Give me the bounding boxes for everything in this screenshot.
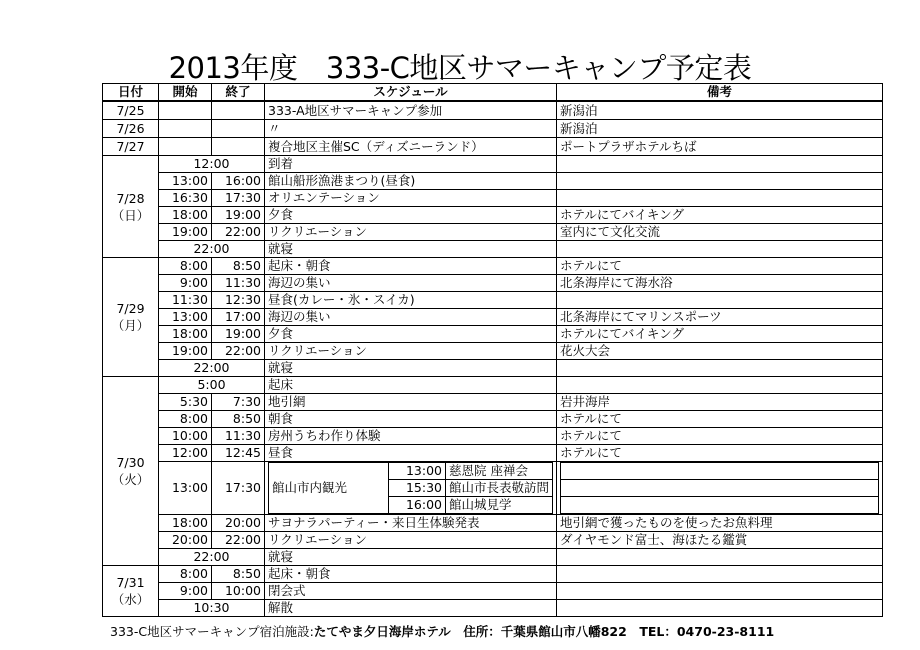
- schedule-cell: 海辺の集い: [265, 309, 557, 326]
- start-time-cell: 22:00: [159, 549, 265, 566]
- start-time-cell: 19:00: [159, 224, 212, 241]
- schedule-cell: 昼食(カレー・氷・スイカ): [265, 292, 557, 309]
- start-time-cell: 22:00: [159, 360, 265, 377]
- table-row: [103, 600, 883, 617]
- start-time-cell: 8:00: [159, 411, 212, 428]
- schedule-cell: 夕食: [265, 207, 557, 224]
- footer-hotel: たてやま夕日海岸ホテル: [313, 624, 451, 639]
- start-time-cell: 19:00: [159, 343, 212, 360]
- note-cell: ホテルにて: [557, 258, 883, 275]
- schedule-cell: サヨナラパーティー・来日生体験発表: [265, 515, 557, 532]
- note-cell: 北条海岸にてマリンスポーツ: [557, 309, 883, 326]
- schedule-cell: 333-A地区サマーキャンプ参加: [265, 101, 557, 120]
- note-cell: 新潟泊: [557, 101, 883, 120]
- start-time-cell: 12:00: [159, 156, 265, 173]
- footer: [110, 624, 774, 640]
- weekday-label: （月）: [111, 318, 150, 333]
- end-time-cell: [212, 120, 265, 138]
- table-row: [103, 292, 883, 309]
- note-cell: [557, 190, 883, 207]
- header-end: 終了: [212, 84, 265, 102]
- schedule-cell: リクリエーション: [265, 224, 557, 241]
- note-cell: ホテルにてバイキング: [557, 207, 883, 224]
- start-time-cell: [159, 138, 212, 156]
- date-cell: 7/26: [103, 120, 159, 138]
- footer-label: 333-C地区サマーキャンプ宿泊施設:: [110, 624, 314, 639]
- table-row: [103, 394, 883, 411]
- weekday-label: （火）: [111, 472, 150, 487]
- schedule-cell: 就寝: [265, 549, 557, 566]
- note-cell: ホテルにてバイキング: [557, 326, 883, 343]
- end-time-cell: 19:00: [212, 207, 265, 224]
- header-start: 開始: [159, 84, 212, 102]
- end-time-cell: 8:50: [212, 411, 265, 428]
- start-time-cell: 10:00: [159, 428, 212, 445]
- schedule-cell: 起床・朝食: [265, 258, 557, 275]
- end-time-cell: 11:30: [212, 275, 265, 292]
- table-row: [103, 566, 883, 583]
- schedule-cell: 地引網: [265, 394, 557, 411]
- start-time-cell: 9:00: [159, 583, 212, 600]
- end-time-cell: 22:00: [212, 532, 265, 549]
- table-row: [103, 515, 883, 532]
- table-row: [103, 326, 883, 343]
- schedule-cell: 閉会式: [265, 583, 557, 600]
- start-time-cell: 8:00: [159, 258, 212, 275]
- table-row: [103, 101, 883, 120]
- note-cell: 岩井海岸: [557, 394, 883, 411]
- note-cell: 地引網で獲ったものを使ったお魚料理: [557, 515, 883, 532]
- schedule-cell: 到着: [265, 156, 557, 173]
- note-cell: ホテルにて: [557, 428, 883, 445]
- tour-sub-time: 15:30: [388, 480, 445, 497]
- note-cell: [557, 360, 883, 377]
- end-time-cell: 8:50: [212, 566, 265, 583]
- end-time-cell: [212, 101, 265, 120]
- tour-note-subtable: [560, 462, 879, 514]
- date-cell: [103, 377, 159, 566]
- note-cell: ポートプラザホテルちば: [557, 138, 883, 156]
- table-row: [103, 120, 883, 138]
- start-time-cell: 10:30: [159, 600, 265, 617]
- schedule-cell: オリエンテーション: [265, 190, 557, 207]
- note-cell: [557, 600, 883, 617]
- table-row: [103, 173, 883, 190]
- end-time-cell: 7:30: [212, 394, 265, 411]
- tour-row: [103, 462, 883, 515]
- weekday-label: （日）: [111, 207, 150, 223]
- start-time-cell: 13:00: [159, 173, 212, 190]
- table-row: [103, 207, 883, 224]
- table-row: [103, 583, 883, 600]
- end-time-cell: 12:30: [212, 292, 265, 309]
- start-time-cell: 18:00: [159, 326, 212, 343]
- tour-note-row: [561, 497, 879, 514]
- table-row: [103, 156, 883, 173]
- schedule-cell: 解散: [265, 600, 557, 617]
- start-time-cell: 13:00: [159, 462, 212, 515]
- table-row: [103, 224, 883, 241]
- end-time-cell: 17:30: [212, 190, 265, 207]
- table-row: [103, 445, 883, 462]
- end-time-cell: 17:30: [212, 462, 265, 515]
- tour-sub-time: 13:00: [388, 463, 445, 480]
- weekday-label: （水）: [111, 592, 150, 607]
- note-cell: [561, 497, 879, 514]
- note-cell: [557, 549, 883, 566]
- tour-sub-name: 館山市長表敬訪問: [445, 480, 552, 497]
- end-time-cell: [212, 138, 265, 156]
- footer-address: 住所：千葉県館山市八幡822: [463, 624, 627, 639]
- date-cell: [103, 156, 159, 258]
- start-time-cell: 8:00: [159, 566, 212, 583]
- schedule-cell: リクリエーション: [265, 532, 557, 549]
- date-cell: [103, 566, 159, 617]
- schedule-cell: 昼食: [265, 445, 557, 462]
- date-label: 7/30: [116, 455, 145, 470]
- table-row: [103, 360, 883, 377]
- note-cell: 新潟泊: [557, 120, 883, 138]
- table-row: [103, 190, 883, 207]
- table-row: [103, 309, 883, 326]
- start-time-cell: 16:30: [159, 190, 212, 207]
- end-time-cell: 8:50: [212, 258, 265, 275]
- header-note: 備考: [557, 84, 883, 102]
- end-time-cell: 20:00: [212, 515, 265, 532]
- start-time-cell: [159, 101, 212, 120]
- date-label: 7/28: [116, 190, 145, 206]
- tour-name: 館山市内観光: [269, 463, 389, 514]
- page-title: 2013年度 333-C地区サマーキャンプ予定表: [168, 51, 752, 85]
- tour-subtable: [268, 462, 553, 514]
- schedule-cell: 就寝: [265, 241, 557, 258]
- header-schedule: スケジュール: [265, 84, 557, 102]
- table-row: [103, 428, 883, 445]
- note-cell: [557, 156, 883, 173]
- date-cell: [103, 258, 159, 377]
- start-time-cell: [159, 120, 212, 138]
- start-time-cell: 11:30: [159, 292, 212, 309]
- schedule-cell: 〃: [265, 120, 557, 138]
- table-row: [103, 138, 883, 156]
- tour-note-row: [561, 480, 879, 497]
- end-time-cell: 11:30: [212, 428, 265, 445]
- schedule-cell: 朝食: [265, 411, 557, 428]
- header-date: 日付: [103, 84, 159, 102]
- note-cell: [557, 377, 883, 394]
- schedule-cell: リクリエーション: [265, 343, 557, 360]
- note-cell: [557, 462, 883, 515]
- tour-sub-name: 慈恩院 座禅会: [445, 463, 552, 480]
- schedule-cell: [265, 462, 557, 515]
- end-time-cell: 16:00: [212, 173, 265, 190]
- note-cell: [557, 583, 883, 600]
- end-time-cell: 22:00: [212, 224, 265, 241]
- schedule-cell: 海辺の集い: [265, 275, 557, 292]
- schedule-body: [103, 101, 883, 617]
- schedule-cell: 館山船形漁港まつり(昼食): [265, 173, 557, 190]
- start-time-cell: 20:00: [159, 532, 212, 549]
- end-time-cell: 17:00: [212, 309, 265, 326]
- date-cell: 7/25: [103, 101, 159, 120]
- start-time-cell: 18:00: [159, 207, 212, 224]
- date-cell: 7/27: [103, 138, 159, 156]
- schedule-cell: 房州うちわ作り体験: [265, 428, 557, 445]
- end-time-cell: 12:45: [212, 445, 265, 462]
- start-time-cell: 5:00: [159, 377, 265, 394]
- note-cell: ダイヤモンド富士、海ほたる鑑賞: [557, 532, 883, 549]
- note-cell: [557, 241, 883, 258]
- end-time-cell: 19:00: [212, 326, 265, 343]
- schedule-cell: 起床: [265, 377, 557, 394]
- start-time-cell: 13:00: [159, 309, 212, 326]
- tour-sub-time: 16:00: [388, 497, 445, 514]
- table-row: [103, 258, 883, 275]
- table-row: [103, 532, 883, 549]
- schedule-cell: 起床・朝食: [265, 566, 557, 583]
- end-time-cell: 10:00: [212, 583, 265, 600]
- table-row: [103, 241, 883, 258]
- note-cell: 花火大会: [557, 343, 883, 360]
- table-row: [103, 549, 883, 566]
- tour-sub-row: [269, 463, 553, 480]
- table-row: [103, 377, 883, 394]
- note-cell: [557, 173, 883, 190]
- note-cell: [561, 463, 879, 480]
- start-time-cell: 22:00: [159, 241, 265, 258]
- note-cell: ホテルにて: [557, 411, 883, 428]
- end-time-cell: 22:00: [212, 343, 265, 360]
- date-label: 7/31: [116, 575, 145, 590]
- start-time-cell: 12:00: [159, 445, 212, 462]
- start-time-cell: 5:30: [159, 394, 212, 411]
- note-cell: [557, 292, 883, 309]
- table-row: [103, 343, 883, 360]
- header-row: [103, 84, 883, 102]
- schedule-cell: 複合地区主催SC（ディズニーランド）: [265, 138, 557, 156]
- tour-note-row: [561, 463, 879, 480]
- note-cell: 北条海岸にて海水浴: [557, 275, 883, 292]
- table-row: [103, 275, 883, 292]
- schedule-cell: 夕食: [265, 326, 557, 343]
- note-cell: [561, 480, 879, 497]
- table-row: [103, 411, 883, 428]
- schedule-table: [102, 83, 883, 617]
- footer-tel: TEL：0470-23-8111: [639, 624, 775, 639]
- date-label: 7/29: [116, 301, 145, 316]
- note-cell: [557, 566, 883, 583]
- start-time-cell: 18:00: [159, 515, 212, 532]
- tour-sub-name: 館山城見学: [445, 497, 552, 514]
- schedule-cell: 就寝: [265, 360, 557, 377]
- note-cell: 室内にて文化交流: [557, 224, 883, 241]
- note-cell: ホテルにて: [557, 445, 883, 462]
- start-time-cell: 9:00: [159, 275, 212, 292]
